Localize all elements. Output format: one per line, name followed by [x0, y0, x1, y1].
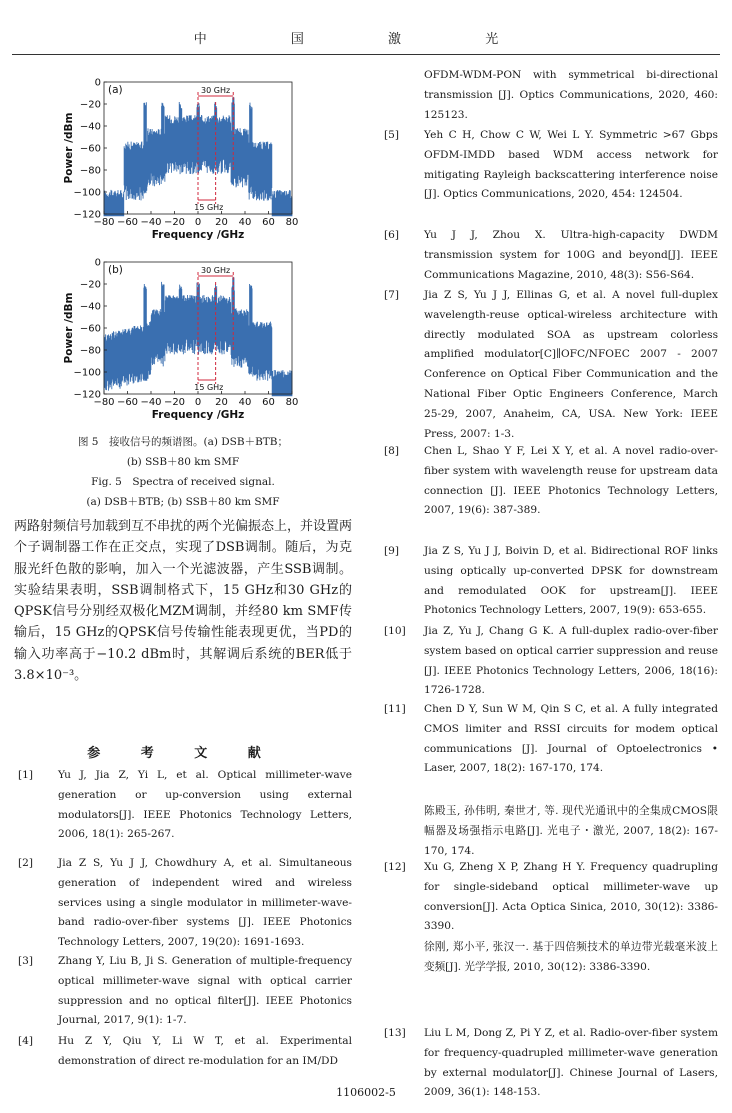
annotation-15ghz: 15 GHz	[194, 203, 224, 212]
reference-number: [11]	[384, 703, 406, 715]
x-axis-label: Frequency /GHz	[151, 409, 245, 421]
page-number: 1106002-5	[336, 1086, 396, 1099]
reference-number: [8]	[384, 445, 400, 457]
reference-text: OFDM-WDM-PON with symmetrical bi-directional transmission [J]. Optics Communications, 2020, 460: 125123.	[424, 69, 718, 121]
header-rule	[12, 54, 720, 55]
y-tick-label: −20	[79, 99, 101, 111]
x-tick-label: −60	[116, 397, 139, 408]
panel-label: (b)	[108, 264, 123, 276]
reference-number: [3]	[18, 955, 34, 967]
x-tick-label: 20	[215, 217, 228, 228]
reference-text: Yeh C H, Chow C W, Wei L Y. Symmetric >67 Gbps OFDM-IMDD based WDM access network for mitigating Rayleigh backscattering interference noise [J]. Optics Communications, 2020, 454: 124504.	[424, 129, 718, 201]
x-tick-label: 20	[215, 397, 228, 408]
y-tick-label: −60	[79, 143, 101, 155]
x-tick-label: 60	[262, 397, 275, 408]
reference-item	[18, 1032, 352, 1072]
y-tick-label: −40	[79, 121, 101, 133]
x-axis-label: Frequency /GHz	[151, 229, 245, 241]
y-tick-label: −100	[73, 187, 101, 199]
annotation-30ghz: 30 GHz	[201, 86, 231, 95]
y-tick-label: −40	[79, 301, 101, 313]
figure-caption	[14, 432, 352, 512]
reference-number: [5]	[384, 129, 400, 141]
x-tick-label: 80	[285, 217, 299, 228]
y-tick-label: −80	[79, 165, 101, 177]
panel-label: (a)	[108, 84, 123, 96]
y-axis-label: Power /dBm	[63, 112, 75, 184]
spectrum-chart-a	[60, 70, 320, 248]
y-tick-label: −80	[79, 345, 101, 357]
x-tick-label: 0	[194, 217, 202, 228]
reference-item	[384, 226, 718, 285]
reference-text: Xu G, Zheng X P, Zhang H Y. Frequency quadrupling for single-sideband optical millimeter-wave up conversion[J]. Acta Optica Sinica, 2010, 30(12): 3386-3390.	[424, 861, 718, 933]
reference-number: [6]	[384, 229, 400, 241]
y-tick-label: −120	[73, 209, 101, 221]
x-tick-label: −80	[93, 217, 115, 228]
reference-number: [10]	[384, 625, 406, 637]
reference-text: Chen D Y, Sun W M, Qin S C, et al. A fully integrated CMOS limiter and RSSI circuits for modem optical communications [J]. Journal of Optoelectronics • Laser, 2007, 18(2): 167-170, 174.	[424, 703, 718, 775]
reference-item	[384, 802, 718, 861]
reference-number: [12]	[384, 861, 406, 873]
reference-number: [13]	[384, 1027, 406, 1039]
reference-item	[18, 854, 352, 953]
reference-item	[384, 938, 718, 978]
x-tick-label: 80	[285, 397, 299, 408]
x-tick-label: −60	[116, 217, 139, 228]
reference-item	[384, 126, 718, 205]
y-axis-label: Power /dBm	[63, 292, 75, 364]
x-tick-label: 40	[238, 217, 252, 228]
caption-cn-line2: (b) SSB＋80 km SMF	[126, 456, 240, 468]
reference-item	[384, 622, 718, 701]
y-tick-label: −120	[73, 389, 101, 401]
y-tick-label: 0	[94, 257, 101, 269]
reference-number: [2]	[18, 857, 34, 869]
caption-cn-line1: 图 5 接收信号的频谱图。(a) DSB＋BTB；	[77, 436, 289, 448]
spectrum-chart-b	[60, 250, 320, 428]
reference-item	[18, 766, 352, 845]
reference-number: [4]	[18, 1035, 34, 1047]
x-tick-label: −20	[163, 217, 186, 228]
journal-header: 中 国 激 光	[193, 32, 539, 47]
reference-number: [7]	[384, 289, 400, 301]
reference-item	[18, 952, 352, 1031]
reference-text: Chen L, Shao Y F, Lei X Y, et al. A novel radio-over-fiber system with wavelength reuse for upstream data connection [J]. IEEE Photonics Technology Letters, 2007, 19(6): 387-389.	[424, 445, 718, 517]
reference-item	[384, 66, 718, 125]
reference-text: Jia Z S, Yu J J, Chowdhury A, et al. Simultaneous generation of independent wired and wireless services using a single modulator in millimeter-wave-band radio-over-fiber systems [J]. IEEE Photonics Technology Letters, 2007, 19(20): 1691-1693.	[58, 857, 352, 949]
reference-text: Yu J, Jia Z, Yi L, et al. Optical millimeter-wave generation or up-conversion using external modulators[J]. IEEE Photonics Technology Letters, 2006, 18(1): 265-267.	[58, 769, 352, 841]
annotation-15ghz: 15 GHz	[194, 383, 224, 392]
reference-text: Jia Z S, Yu J J, Ellinas G, et al. A novel full-duplex wavelength-reuse optical-wireless architecture with directly modulated SOA as upstream colorless amplified modulator[C]∥OFC/NFOEC 2007 - 2007 Conference on Optical Fiber Communication and the National Fiber Optic Engineers Conference, March 25-29, 2007, Anaheim, CA, USA. New York: IEEE Press, 2007: 1-3.	[424, 289, 718, 440]
reference-item	[384, 542, 718, 621]
reference-text: Liu L M, Dong Z, Pi Y Z, et al. Radio-over-fiber system for frequency-quadrupled millimeter-wave generation by external modulator[J]. Chinese Journal of Lasers, 2009, 36(1): 148-153.	[424, 1027, 718, 1099]
references-title: 参 考 文 献	[87, 746, 279, 761]
caption-en-line2: (a) DSB＋BTB; (b) SSB＋80 km SMF	[86, 496, 280, 508]
annotation-30ghz: 30 GHz	[201, 266, 231, 275]
x-tick-label: 60	[262, 217, 275, 228]
y-tick-label: 0	[94, 77, 101, 89]
reference-item	[384, 1024, 718, 1103]
x-tick-label: −20	[163, 397, 186, 408]
x-tick-label: −80	[93, 397, 115, 408]
reference-item	[384, 700, 718, 779]
x-tick-label: 40	[238, 397, 252, 408]
reference-number: [9]	[384, 545, 400, 557]
reference-text: Hu Z Y, Qiu Y, Li W T, et al. Experimental demonstration of direct re-modulation for an IM/DD	[58, 1035, 352, 1067]
body-paragraph: 两路射频信号加载到互不串扰的两个光偏振态上，并设置两个子调制器工作在正交点，实现了DSB调制。随后，为克服光纤色散的影响，加入一个光滤波器，产生SSB调制。实验结果表明，SSB调制格式下，15 GHz和30 GHz的QPSK信号分别经双极化MZM调制，并经80 km SMF传输后，15 GHz的QPSK信号传输性能表现更优，当PD的输入功率高于−10.2 dBm时，其解调后系统的BER低于3.8×10⁻³。	[14, 519, 353, 684]
reference-item	[384, 286, 718, 444]
reference-number: [1]	[18, 769, 34, 781]
reference-text: 陈殿玉, 孙伟明, 秦世才, 等. 现代光通讯中的全集成CMOS限幅器及场强指示电路[J]. 光电子・激光, 2007, 18(2): 167-170, 174.	[424, 805, 718, 857]
x-tick-label: −40	[140, 397, 162, 408]
reference-item	[384, 858, 718, 937]
reference-text: Jia Z S, Yu J J, Boivin D, et al. Bidirectional ROF links using optically up-converted DPSK for downstream and remodulated OOK for upstream[J]. IEEE Photonics Technology Letters, 2007, 19(9): 653-655.	[424, 545, 718, 617]
x-tick-label: −40	[140, 217, 162, 228]
x-tick-label: 0	[194, 397, 202, 408]
reference-text: Zhang Y, Liu B, Ji S. Generation of multiple-frequency optical millimeter-wave signal with optical carrier suppression and no optical filter[J]. IEEE Photonics Journal, 2017, 9(1): 1-7.	[58, 955, 352, 1027]
reference-item	[384, 442, 718, 521]
y-tick-label: −60	[79, 323, 101, 335]
reference-text: Yu J J, Zhou X. Ultra-high-capacity DWDM transmission system for 100G and beyond[J]. IEEE Communications Magazine, 2010, 48(3): S56-S64.	[424, 229, 718, 281]
y-tick-label: −20	[79, 279, 101, 291]
reference-text: Jia Z, Yu J, Chang G K. A full-duplex radio-over-fiber system based on optical carrier suppression and reuse [J]. IEEE Photonics Technology Letters, 2006, 18(16): 1726-1728.	[424, 625, 718, 697]
reference-text: 徐刚, 郑小平, 张汉一. 基于四倍频技术的单边带光载毫米波上变频[J]. 光学学报, 2010, 30(12): 3386-3390.	[424, 941, 718, 973]
caption-en-line1: Fig. 5 Spectra of received signal.	[91, 476, 275, 488]
y-tick-label: −100	[73, 367, 101, 379]
